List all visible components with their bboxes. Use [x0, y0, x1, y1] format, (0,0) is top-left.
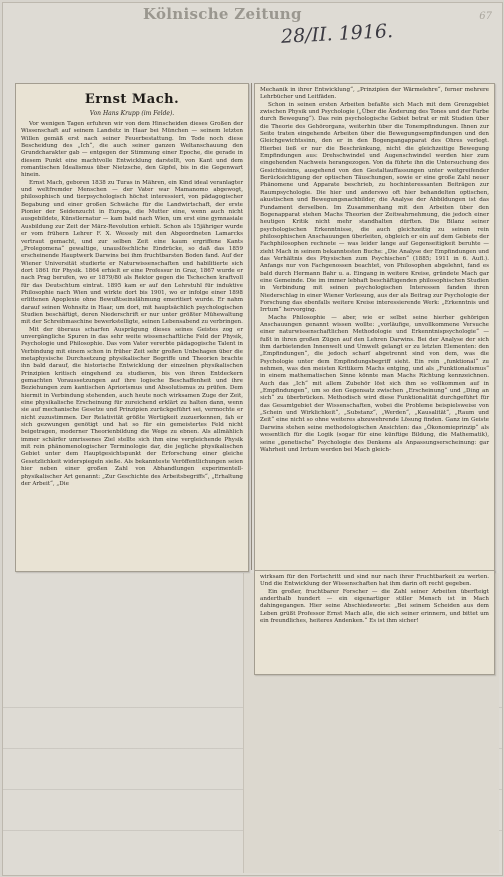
- article-title: Ernst Mach.: [84, 92, 180, 107]
- paragraph: Machs Philosophie — aber, wie er selbst seine hierher gehörigen Anschauungen genannt wissen wollte: „vorläufige, unvollkommene Versuche einer naturwissenschaftlichen Methodologie und Erkenntnispsychologie“ — fußt in ihren großen Zügen auf den Lehren Darwins. Bei der Analyse der sich ihm darbietenden Innenwelt und Umwelt gelangt er zu letzten Elementen: den „Empfindungen“, die jedoch scharf abgetrennt sind von dem, was die Psychologie unter dem Empfindungsbegriff sieht. Ein rein „funktional“ zu nehmen, was den meisten Kritikern Machs entging, und als „Funktionalismus“ in einem mathematischen Sinne könnte man Machs Richtung kennzeichnen. Auch das „Ich“ mit allem Zubehör löst sich ihm so vollkommen auf in „Empfindungen“, um so den Gegensatz zwischen „Erscheinung“ und „Ding an sich“ zu überbrücken. Methodisch wird diese Funktionalität durchgeführt für das Gesamtgebiet der Wissenschaften, wobei die Probleme beispielsweise von „Schein und Wirklichkeit“, „Substanz“, „Werden“, „Kausalität“, „Raum und Zeit“ eine nicht so ohne weiteres abzuwehrende Lösung finden. Ganz im Geiste Darwins stehen seine methodologischen Ansichten: das „Ökonomieprinzip“ als wesentlich für die Logik (sogar für eine künftige Bildung, die Mathematik), seine „genetische“ Psychologie des Denkens als Anpassungserscheinung: gar Wahrheit und Irrtum werden bei Mach gleich-: [260, 314, 489, 453]
- paragraph: Ernst Mach, geboren 1838 zu Turas in Mähren, ein Kind ideal veranlagter und weltfremder Menschen — der Vater war Mamanomo abgewogt, philosophisch und tierpsychologisch höchst interessiert, von pädagogischer Begabung und einer großen Schwäche für die Landwirtschaft, der erste Pionier der Seidenzucht in Europa, die Mutter eine, wenn auch nicht ausgebildete, Künstlernatur — kam bald nach Wien, um erst eine gymnasiale Ausbildung zur Zeit der März-Revolution erhielt. Schon als 15jähriger wurde er vom frühern Lehrer F. X. Wessely mit den Abgeordneten Lamarcks vertraut gemacht, und zur selben Zeit eine kaum ergriffene Kants „Prolegomena“ gewaltige, unauslöschliche Eindrücke, so daß das 1859 erscheinende Hauptwerk Darwins bei ihm fruchtbarsten Boden fand. Auf der Wiener Universität studierte er Naturwissenschaften und habilitierte sich dort 1861 für Physik. 1864 erhielt er eine Professur in Graz, 1867 wurde er nach Prag berufen, wo er 1879/80 als Rektor gegen die Tschechen kraftvoll für das Deutschtum eintrat. 1895 kam er auf den Lehrstuhl für induktive Philosophie nach Wien und wirkte dort bis 1901, wo er infolge einer 1898 erlittenen Apoplexie ohne Bewußtseinslähmung emeritiert wurde. Er nahm darauf seinen Wohnsitz in Haar, um dort, mit hauptsächlich psychologischen Studien beschäftigt, deren Niederschrift er nur unter größter Mühewaltung mit der Schreibmaschine bewerkstelligte, seinen Lebensabend zu verbringen.: [21, 179, 243, 326]
- left-column-text: [16, 121, 248, 488]
- article-clipping-left: [15, 83, 249, 572]
- archive-page: [2, 2, 503, 876]
- column-divider: [251, 83, 252, 570]
- article-clipping-right: [254, 83, 495, 572]
- newspaper-masthead: Kölnische Zeitung: [143, 5, 302, 23]
- paragraph: Schon in seinen ersten Arbeiten befaßte sich Mach mit dem Grenzgebiet zwischen Physik und Psychologie („Über die Änderung des Tones und der Farbe durch Bewegung“). Das rein psychologische Gebiet betrat er mit Studien über die Theorie des Gehörorgans, weiterhin über die Tonempfindungen. Ihnen zur Seite traten eingehende Arbeiten über die Bewegungsempfindungen und den Gleichgewichtssinn, den er in den Bogengangapparat des Ohres verlegt. Hierbei ließ er nur die Beschränkung, nicht die gleichzeitige Bewegung Empfindungen aus: Drehschwindel und Augenschwindel werden hier zum eingehenden Nachweis herangezogen. Von da führte ihn die Untersuchung des Gesichtssinns, ausgehend von den Gestaltauffassungen unter weitgreifender Berücksichtigung der optischen Täuschungen, sowie er eine große Zahl neuer Phänomene und Apparate beschrieb, zu hochinteressanten Beiträgen zur Raumpsychologie. Die hier und anderswo oft hier behandelten optischen, akustischen und Bewegungsnachbilder, die Analyse der Abbildungen ist das Fundament derselben. Im Zusammenhang mit den Arbeiten über den Bogenapparat stehen Machs Theorien der Zeitwahrnehmung, die jedoch einer heutigen Kritik nicht mehr standhalten dürften. Die Bilanz seiner psychologischen Erkenntnisse, die auch gleichzeitig zu seinen rein philosophischen Anschauungen überleiten, obgleich er ein auf dem Gebiete der Fachphilosophen rechnete — was leider lange auf Gegenseitigkeit beruhte — zieht Mach in seinem bekanntesten Buche: „Die Analyse der Empfindungen und das Verhältnis des Physischen zum Psychischen“ (1885; 1911 in 6. Aufl.). Anfangs nur von Fachgenossen beachtet, von Philosophen abgelehnt, fand es bald durch Hermann Bahr u. a. Eingang in weitere Kreise, gründete Mach gar eine Gemeinde. Die im immer lebhaft beschäftigenden philosophischen Studien in Verbindung mit seinen psychologischen Interessen fanden ihren Niederschlag in einer Wiener Vorlesung, aus der als Beitrag zur Psychologie der Forschung das ebenfalls weitere Kreise interessierende Werk: „Erkenntnis und Irrtum“ hervorging.: [260, 101, 489, 314]
- article-byline: Von Hans Krupp (im Felde).: [89, 110, 175, 117]
- paragraph: Vor wenigen Tagen erfuhren wir von dem Hinscheiden dieses Großen der Wissenschaft auf seinem Landsitz in Haar bei München — seinem letzten Willen gemäß erst nach seiner Feuerbestattung. Im Tode noch diese Bescheidung des „Ich“, die auch seiner ganzen Weltanschauung den Grundcharakter gab — entgegen der Stimmung einer Epoche, die gerade in diesem Punkt eine machtvolle Entwicklung darstellt, von Kant und dem romantischen Idealismus über Nietzsche, den Gipfel, bis in die Gegenwart hinein.: [21, 121, 243, 179]
- right-column-text: [255, 84, 494, 454]
- paragraph: wirksam für den Fortschritt und sind nur nach ihrer Fruchtbarkeit zu werten. Und die Entwicklung der Wissenschaften hat ihm darin oft recht gegeben.: [260, 574, 489, 588]
- paragraph: Mechanik in ihrer Entwicklung“, „Prinzipien der Wärmelehre“, ferner mehrere Lehrbücher und Leitfäden.: [260, 87, 489, 101]
- title-box: [22, 90, 242, 108]
- handwritten-date: 28/II. 1916.: [280, 20, 394, 48]
- paragraph: Mit der überaus scharfen Ausprägung dieses seines Geistes zog er unvergängliche Spuren in das sehr weite wissenschaftliche Feld der Physik, Psychologie und Philosophie. Das vom Vater vererbte pädagogische Talent in Verbindung mit einem schon in früher Zeit sehr großen Unbehagen über die metaphysische Durchsetzung physikalischer Begriffe und Theorien brachte ihn bald darauf, die historische Entwicklung der einzelnen physikalischen Prinzipien kritisch eingehend zu studieren, bis von ihren Entdeckern gemachten Voraussetzungen auf ihre logische Beschaffenheit und ihre Beziehungen zum kantischen Apriorismus und Absolutismus zu prüfen. Dem hiermit in Verbindung stehenden, auch heute noch wirksamen Zuge der Zeit, eine physikalische Erscheinung für zureichend erklärt zu halten dann, wenn sie auf mechanische Gesetze und Prinzipien zurückgeführt sei, vermochte er nicht zuzustimmen. Der Relativität größte Wertigkeit zuzuerkennen, fah er sich gezwungen genötigt und hat so für ein gemeistertes Feld nicht beigetragen, moderner Theorienbildung die Wege zu ebnen. Als allmählich immer schärfer umrissenes Ziel stellte sich ihm eine vergleichende Physik mit rein phänomenologischer Terminologie dar, die jegliche physikalischen Gebiet unter dem Hauptgesichtspunkt der Erforschung einer gleiche Gesetzlichkeit widerspiegeln sieße. Als bekannteste Veröffentlichungen seien hier neben einer großen Zahl von Abhandlungen experimentell-physikalischer Art genannt: „Zur Geschichte des Arbeitsbegriffs“, „Erhaltung der Arbeit“, „Die: [21, 326, 243, 487]
- article-clipping-tail: [254, 570, 495, 675]
- paragraph: Ein großer, fruchtbarer Forscher — die Zahl seiner Arbeiten überfteigt anderthalb hundert — ein eigenartiger stiller Mensch ist in Mach dahingegangen. Hier seine Abschiedsworte: „Bei seinem Scheiden aus dem Leben grüßt Professor Ernst Mach alle, die sich seiner erinnern, und bittet um ein freundliches, heiteres Andenken.“ Es ist ihm sicher!: [260, 588, 489, 625]
- tail-text: [255, 571, 494, 625]
- corner-mark: 67: [479, 11, 492, 22]
